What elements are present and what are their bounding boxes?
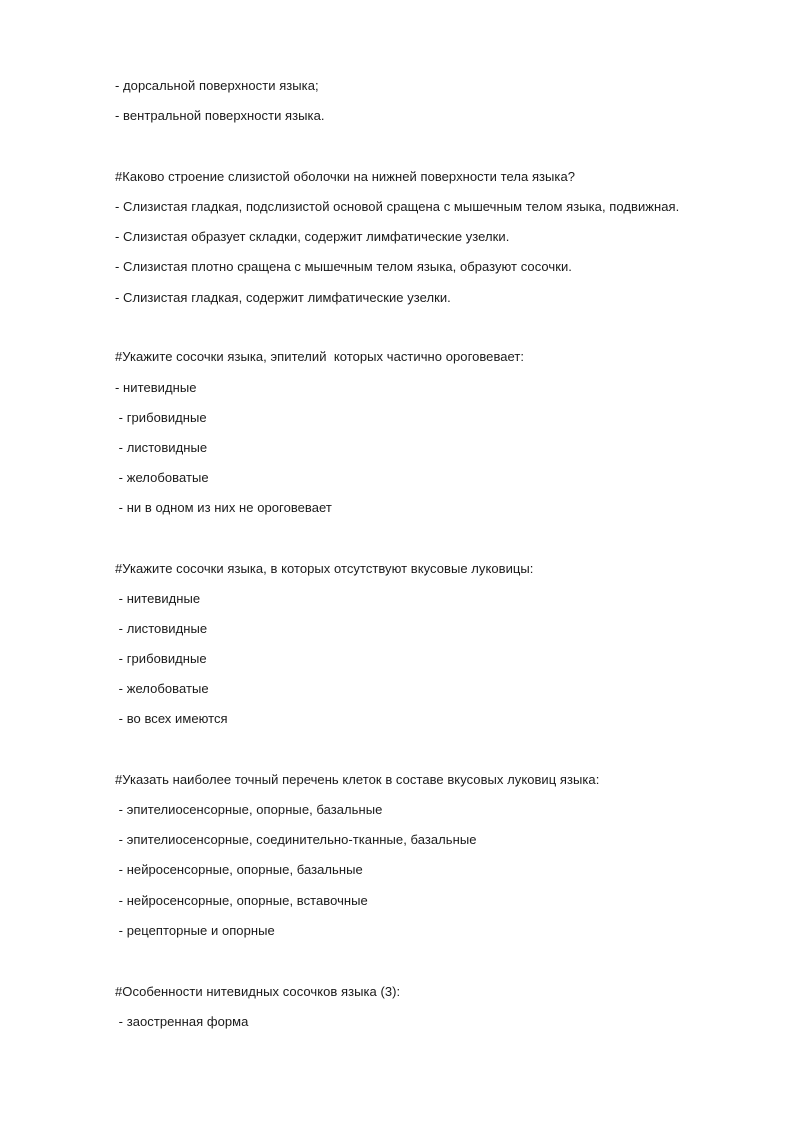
question-2-option-2: - грибовидные [115, 410, 207, 425]
intro-option-1: - дорсальной поверхности языка; [115, 78, 319, 93]
question-1-option-1: - Слизистая гладкая, подслизистой основой сращена с мышечным телом языка, подвижная. [115, 199, 680, 214]
question-1: #Каково строение слизистой оболочки на нижней поверхности тела языка? [115, 169, 576, 184]
question-5: #Особенности нитевидных сосочков языка (3): [115, 984, 401, 999]
question-3-option-3: - грибовидные [115, 651, 207, 666]
question-4-option-2: - эпителиосенсорные, соединительно-тканные, базальные [115, 832, 477, 847]
question-1-option-3: - Слизистая плотно сращена с мышечным телом языка, образуют сосочки. [115, 259, 572, 274]
question-4-option-4: - нейросенсорные, опорные, вставочные [115, 893, 368, 908]
question-3-option-2: - листовидные [115, 621, 208, 636]
question-2-option-3: - листовидные [115, 440, 208, 455]
question-2-option-4: - желобоватые [115, 470, 209, 485]
question-4-option-1: - эпителиосенсорные, опорные, базальные [115, 802, 383, 817]
question-3-option-1: - нитевидные [115, 591, 201, 606]
question-2-option-1: - нитевидные [115, 380, 197, 395]
question-4-option-5: - рецепторные и опорные [115, 923, 275, 938]
question-2: #Укажите сосочки языка, эпителий которых частично ороговевает: [115, 349, 525, 364]
question-4-option-3: - нейросенсорные, опорные, базальные [115, 862, 363, 877]
question-5-option-1: - заостренная форма [115, 1014, 249, 1029]
question-1-option-4: - Слизистая гладкая, содержит лимфатические узелки. [115, 290, 451, 305]
intro-option-2: - вентральной поверхности языка. [115, 108, 325, 123]
question-3-option-5: - во всех имеются [115, 711, 228, 726]
question-2-option-5: - ни в одном из них не ороговевает [115, 500, 332, 515]
question-1-option-2: - Слизистая образует складки, содержит лимфатические узелки. [115, 229, 510, 244]
question-3-option-4: - желобоватые [115, 681, 209, 696]
question-4: #Указать наиболее точный перечень клеток в составе вкусовых луковиц языка: [115, 772, 600, 787]
question-3: #Укажите сосочки языка, в которых отсутствуют вкусовые луковицы: [115, 561, 534, 576]
